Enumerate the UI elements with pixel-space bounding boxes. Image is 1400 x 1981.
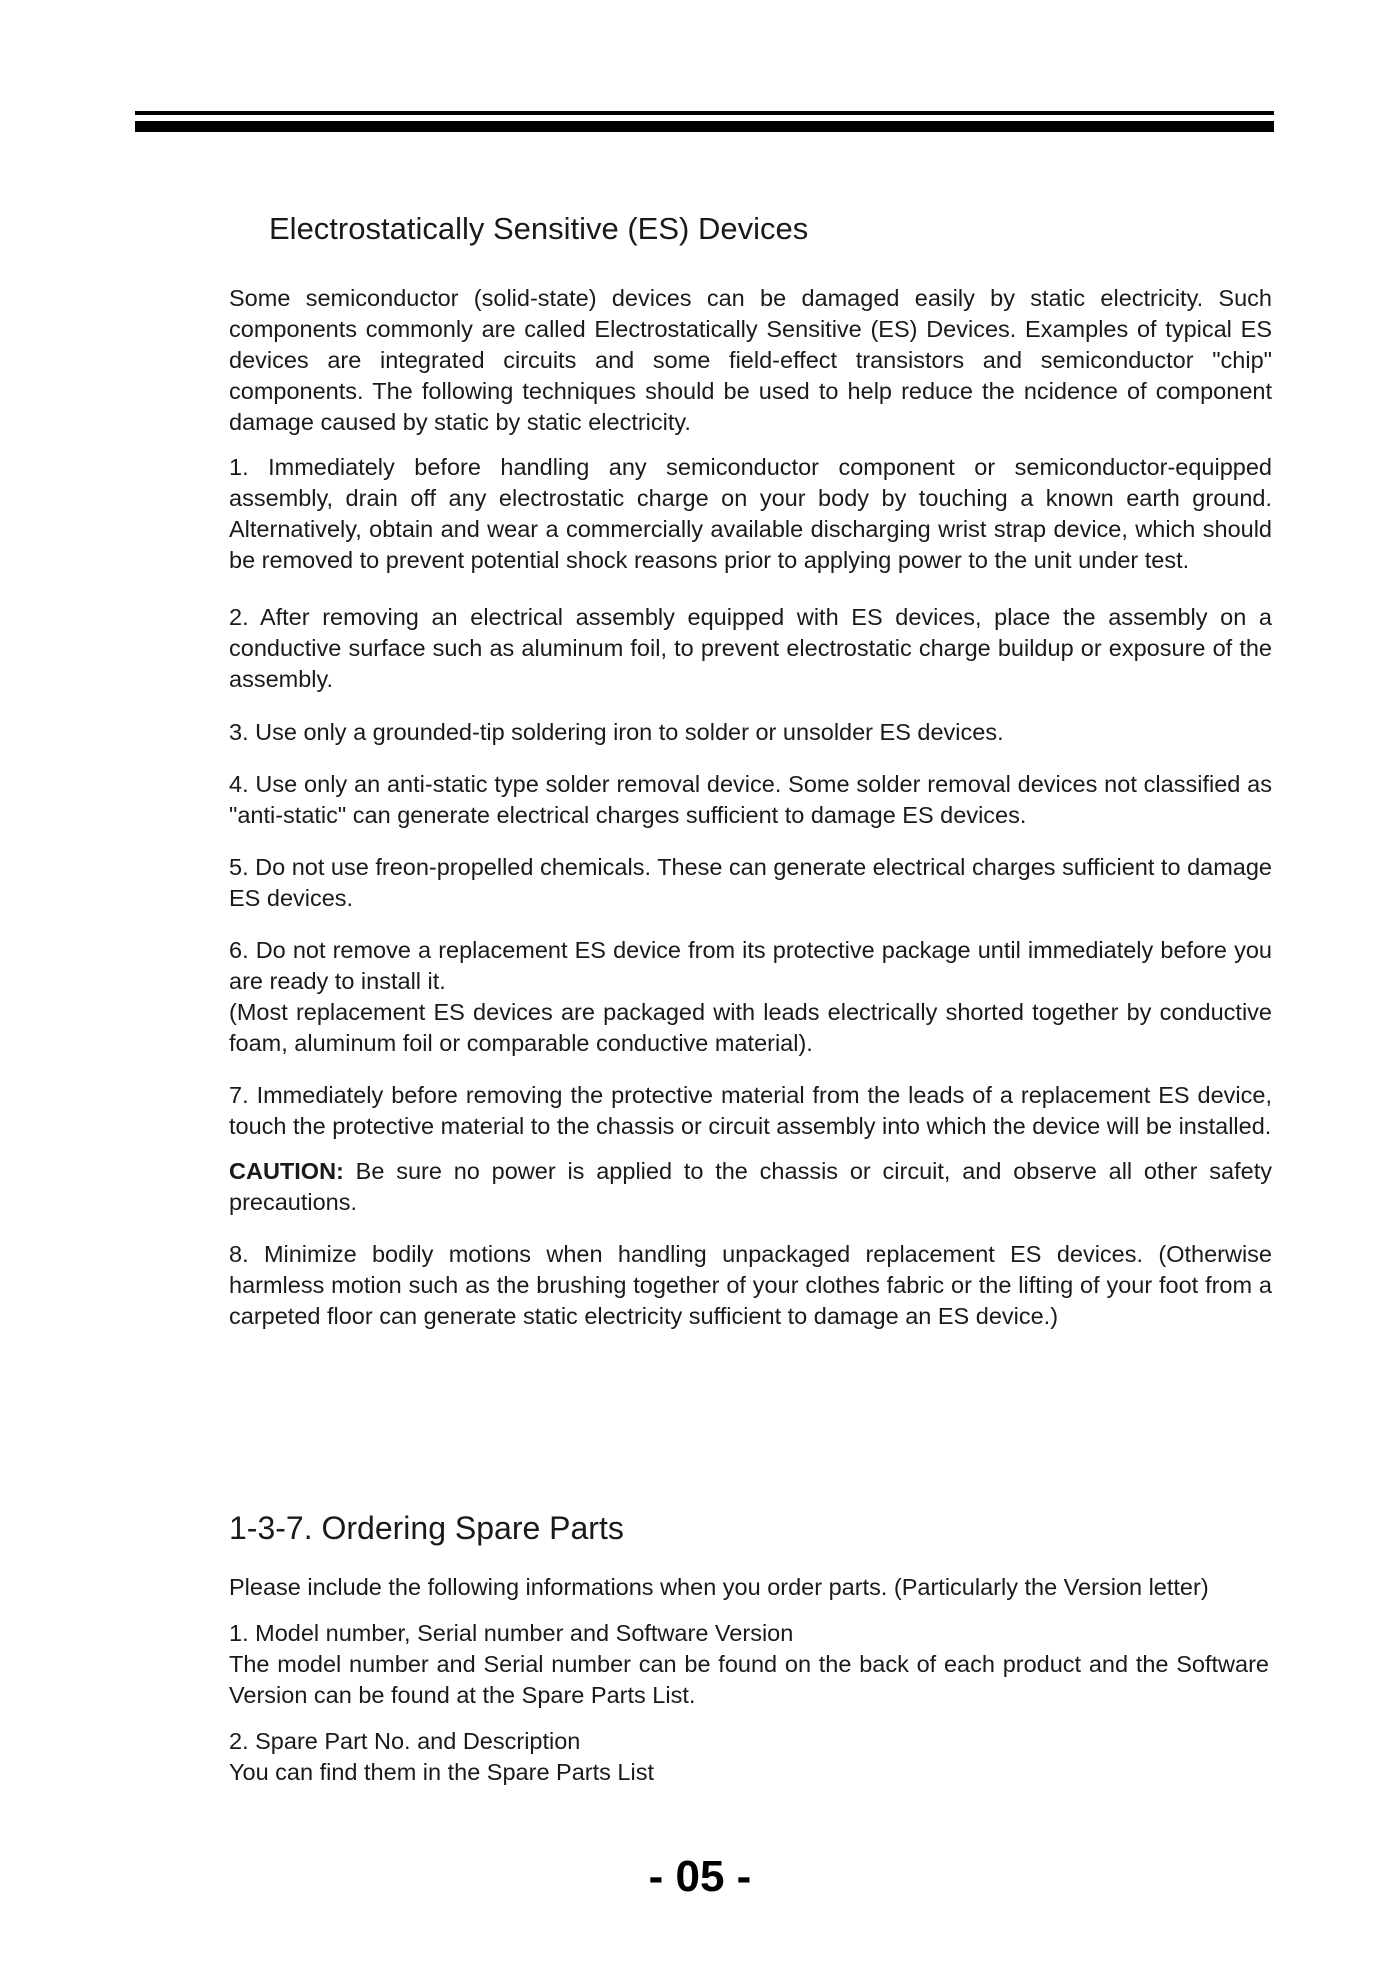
spare-parts-item-1-body: The model number and Serial number can be found on the back of each product and the Software Version can be found at the Spare Parts List. <box>229 1651 1269 1708</box>
es-section-body <box>229 283 1272 1332</box>
spare-parts-item-2 <box>229 1726 1269 1788</box>
es-item-5: 5. Do not use freon-propelled chemicals. These can generate electrical charges sufficient to damage ES devices. <box>229 854 1272 911</box>
es-intro-paragraph: Some semiconductor (solid-state) devices can be damaged easily by static electricity. Such components commonly are called Electrostatically Sensitive (ES) Devices. Examples of typical ES devices are integrated circuits and some field-effect transistors and semiconductor "chip" components. The following techniques should be used to help reduce the ncidence of component damage caused by static by static electricity. <box>229 285 1272 435</box>
es-item-4: 4. Use only an anti-static type solder removal device. Some solder removal devices not classified as "anti-static" can generate electrical charges sufficient to damage ES devices. <box>229 771 1272 828</box>
caution-text: Be sure no power is applied to the chassis or circuit, and observe all other safety precautions. <box>229 1158 1272 1215</box>
es-item-8: 8. Minimize bodily motions when handling unpackaged replacement ES devices. (Otherwise harmless motion such as the brushing together of your clothes fabric or the lifting of your foot from a carpeted floor can generate static electricity sufficient to damage an ES device.) <box>229 1241 1272 1329</box>
spare-parts-item-2-body: You can find them in the Spare Parts List <box>229 1759 654 1785</box>
es-section-title: Electrostatically Sensitive (ES) Devices <box>269 211 809 246</box>
caution-paragraph <box>229 1156 1272 1218</box>
header-rule-thick <box>135 121 1274 132</box>
page-number: - 05 - <box>648 1852 752 1901</box>
spare-parts-title: 1-3-7. Ordering Spare Parts <box>229 1510 624 1546</box>
es-item-1: 1. Immediately before handling any semiconductor component or semiconductor-equipped assembly, drain off any electrostatic charge on your body by touching a known earth ground. Alternatively, obtain and wear a commercially available discharging wrist strap device, which should be removed to prevent potential shock reasons prior to applying power to the unit under test. <box>229 454 1272 573</box>
spare-parts-intro: Please include the following informations when you order parts. (Particularly the Version letter) <box>229 1574 1209 1600</box>
caution-label: CAUTION: <box>229 1158 344 1184</box>
spare-parts-item-1-heading: 1. Model number, Serial number and Software Version <box>229 1620 794 1646</box>
es-item-6: 6. Do not remove a replacement ES device from its protective package until immediately before you are ready to install it. <box>229 937 1272 994</box>
es-item-3: 3. Use only a grounded-tip soldering iron to solder or unsolder ES devices. <box>229 719 1004 745</box>
header-rule-thin <box>135 111 1274 115</box>
es-item-2: 2. After removing an electrical assembly equipped with ES devices, place the assembly on a conductive surface such as aluminum foil, to prevent electrostatic charge buildup or exposure of the assembly. <box>229 604 1272 692</box>
es-item-6-note: (Most replacement ES devices are packaged with leads electrically shorted together by conductive foam, aluminum foil or comparable conductive material). <box>229 999 1272 1056</box>
es-item-7: 7. Immediately before removing the protective material from the leads of a replacement ES device, touch the protective material to the chassis or circuit assembly into which the device will be installed. <box>229 1082 1272 1139</box>
spare-parts-body <box>229 1572 1269 1788</box>
spare-parts-item-1 <box>229 1618 1269 1711</box>
spare-parts-item-2-heading: 2. Spare Part No. and Description <box>229 1728 581 1754</box>
